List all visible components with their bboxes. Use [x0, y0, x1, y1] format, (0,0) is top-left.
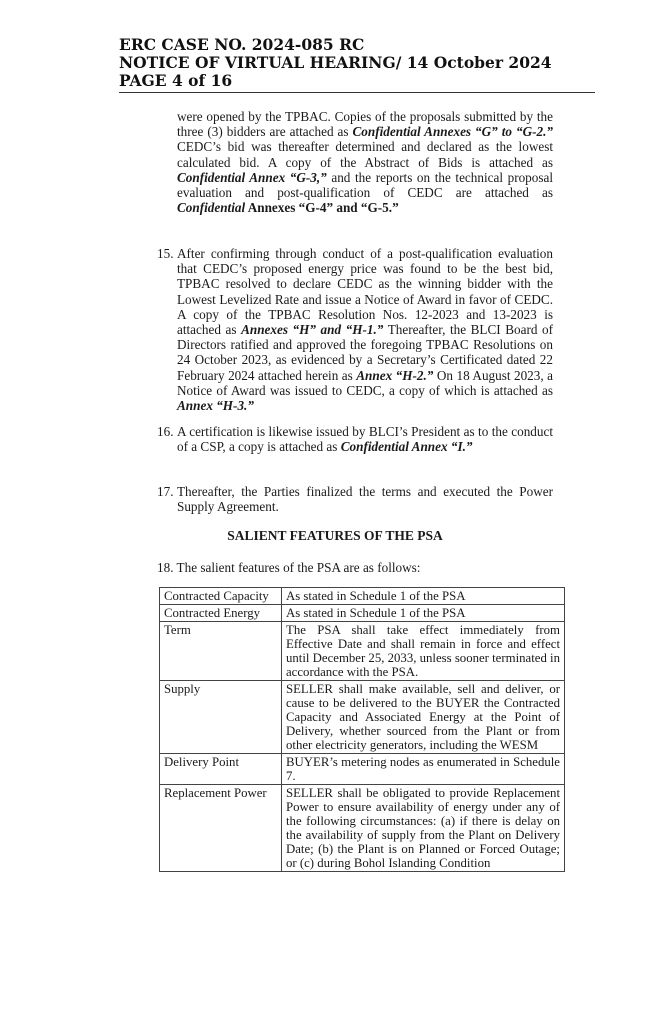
paragraph-18: 18. The salient features of the PSA are as follows:	[157, 560, 421, 575]
p15-text-2: Thereafter, the BLCI Board of Directors ratified and approved the foregoing TPBAC Resolutions on 24 October 2023, as evidenced by a Secretary’s Certificated dated 22 February 2024 attached herein as	[177, 322, 554, 383]
p14-text-2: CEDC’s bid was thereafter determined and declared as the lowest calculated bid. A copy of the Abstract of Bids is attached as	[177, 139, 553, 170]
page-number: PAGE 4 of 16	[119, 71, 233, 90]
table-row	[160, 622, 565, 681]
feature-value: As stated in Schedule 1 of the PSA	[282, 605, 565, 622]
paragraph-16	[177, 424, 553, 454]
table-row	[160, 605, 565, 622]
feature-name: Supply	[160, 681, 282, 754]
p16-text-1: A certification is likewise issued by BLCI’s President as to the conduct of a CSP, a copy is attached as	[177, 424, 553, 455]
p17-text-1: Thereafter, the Parties finalized the terms and executed the Power Supply Agreement.	[177, 484, 553, 515]
p14-confidential: Confidential	[177, 200, 246, 216]
feature-name: Contracted Energy	[160, 605, 282, 622]
p14-annex-g: Confidential Annexes “G” to “G-2.”	[352, 124, 553, 140]
p15-text-3: On 18 August 2023, a Notice of Award was issued to CEDC, a copy of which is attached as	[177, 367, 554, 398]
header-rule	[119, 92, 595, 93]
paragraph-17-number: 17.	[157, 484, 174, 499]
paragraph-17	[177, 484, 553, 514]
table-row	[160, 681, 565, 754]
p14-annex-g3: Confidential Annex “G-3,”	[177, 169, 327, 185]
feature-name: Term	[160, 622, 282, 681]
paragraph-14-continued	[177, 109, 553, 215]
paragraph-16-number: 16.	[157, 424, 174, 439]
p15-text-1: After confirming through conduct of a post-qualification evaluation that CEDC’s proposed energy price was found to be the best bid, TPBAC resolved to declare CEDC as the winning bidder with the Lowest Levelized Rate and issue a Notice of Award in favor of CEDC. A copy of the TPBAC Resolution Nos. 12-2023 and 13-2023 is attached as	[177, 246, 553, 338]
p14-text-1: were opened by the TPBAC. Copies of the proposals submitted by the three (3) bidders are attached as	[177, 109, 553, 140]
paragraph-15	[177, 246, 553, 413]
feature-value: SELLER shall make available, sell and deliver, or cause to be delivered to the BUYER the Contracted Capacity and Associated Energy at the Point of Delivery, whether sourced from the Plant or from other electricity generators, including the WESM	[282, 681, 565, 754]
feature-value: As stated in Schedule 1 of the PSA	[282, 588, 565, 605]
document-header	[119, 36, 552, 90]
feature-value: The PSA shall take effect immediately from Effective Date and shall remain in force and effect until December 25, 2033, unless sooner terminated in accordance with the PSA.	[282, 622, 565, 681]
section-title: SALIENT FEATURES OF THE PSA	[227, 528, 443, 543]
p16-annex-i: Confidential Annex “I.”	[340, 439, 473, 455]
feature-value: SELLER shall be obligated to provide Replacement Power to ensure availability of energy under any of the following circumstances: (a) if there is delay on the availability of supply from the Plant on Delivery Date; (b) the Plant is on Planned or Forced Outage; or (c) during Bohol Islanding Condition	[282, 785, 565, 872]
p14-annex-g4-g5: Annexes “G-4” and “G-5.”	[245, 200, 399, 216]
table-row	[160, 754, 565, 785]
p15-annex-h3: Annex “H-3.”	[177, 398, 254, 414]
feature-name: Replacement Power	[160, 785, 282, 872]
feature-name: Contracted Capacity	[160, 588, 282, 605]
notice-title: NOTICE OF VIRTUAL HEARING/ 14 October 2024	[119, 53, 552, 72]
paragraph-15-number: 15.	[157, 246, 174, 261]
table-row	[160, 785, 565, 872]
p15-annex-h: Annexes “H” and “H-1.”	[241, 322, 384, 338]
table-row	[160, 588, 565, 605]
p15-annex-h2: Annex “H-2.”	[356, 367, 434, 383]
case-number: ERC CASE NO. 2024-085 RC	[119, 35, 365, 54]
feature-name: Delivery Point	[160, 754, 282, 785]
salient-features-table	[159, 587, 565, 872]
p14-text-3: and the reports on the technical proposal evaluation and post-qualification of CEDC are attached as	[177, 169, 554, 201]
feature-value: BUYER’s metering nodes as enumerated in Schedule 7.	[282, 754, 565, 785]
